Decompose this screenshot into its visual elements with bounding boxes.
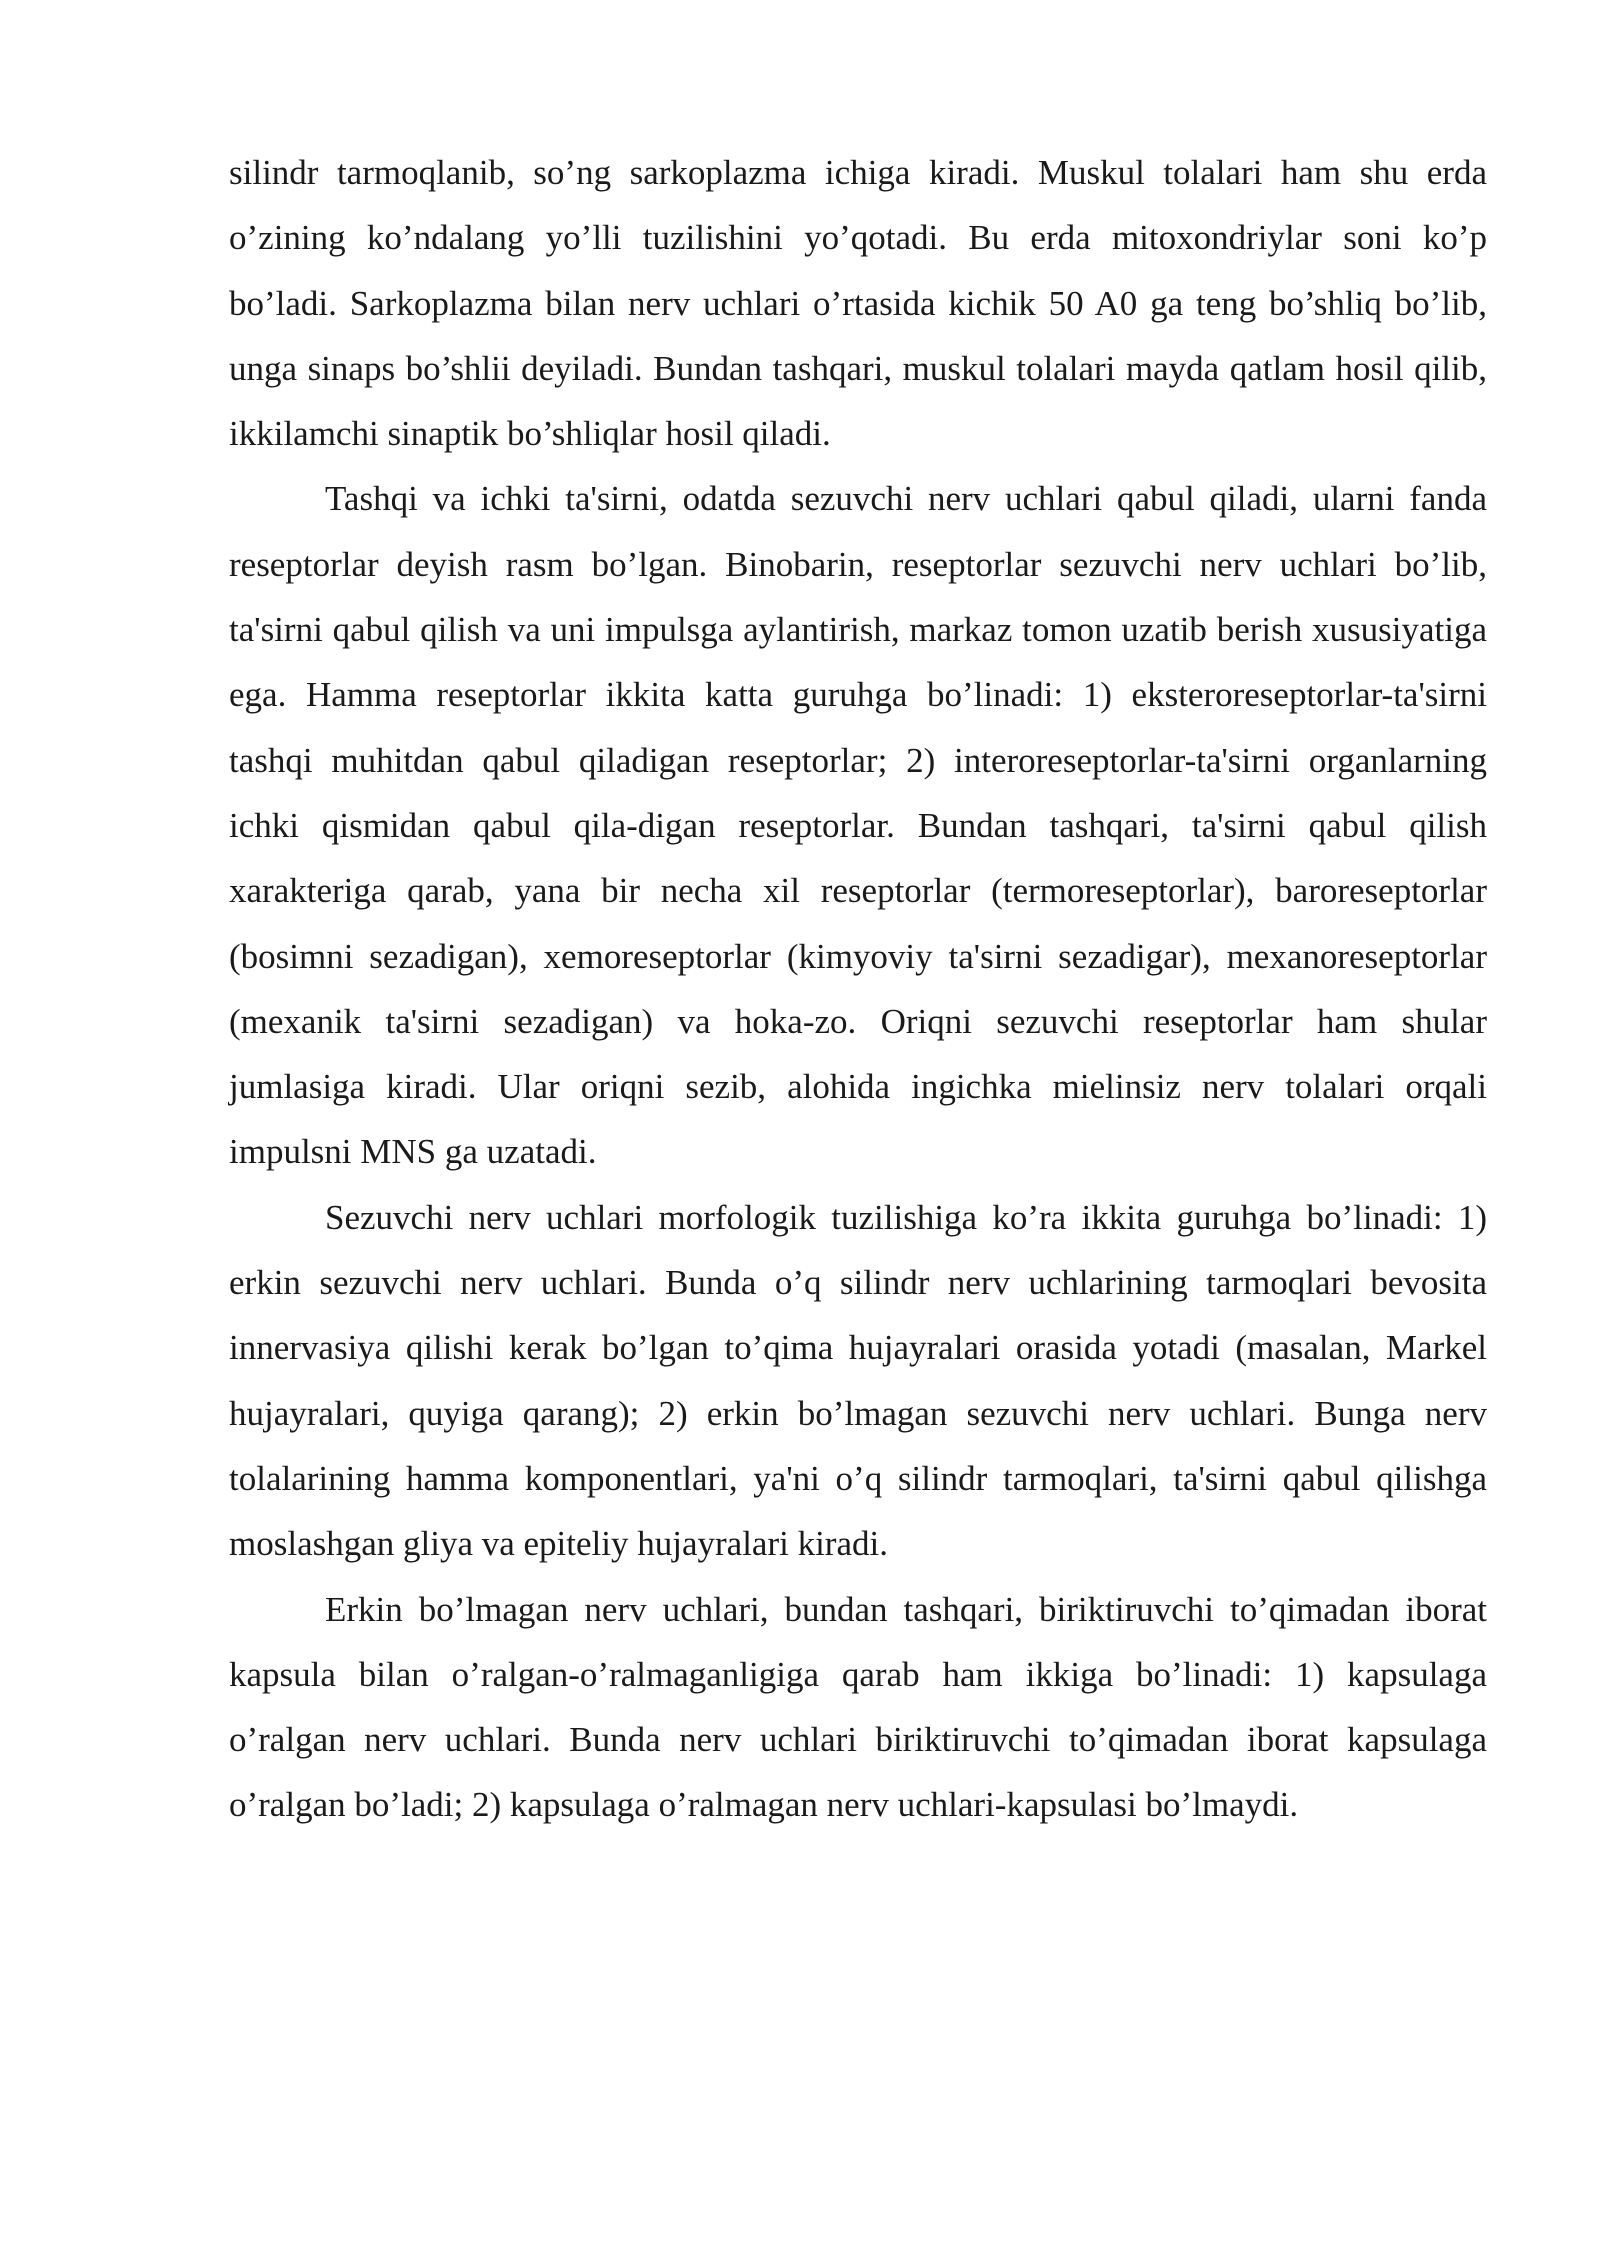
paragraph-encapsulated-endings: Erkin bo’lmagan nerv uchlari, bundan tashqari, biriktiruvchi to’qimadan iborat kapsula bilan o’ralgan-o’ralmaganligiga qarab ham ikkiga bo’linadi: 1) kapsulaga o’ralgan nerv uchlari. Bunda nerv uchlari biriktiruvchi to’qimadan iborat kapsulaga o’ralgan bo’ladi; 2) kapsulaga o’ralmagan nerv uchlari-kapsulasi bo’lmaydi. — [229, 1589, 1487, 1825]
document-body — [229, 140, 1487, 1838]
paragraph-receptors: Tashqi va ichki ta'sirni, odatda sezuvchi nerv uchlari qabul qiladi, ularni fanda reseptorlar deyish rasm bo’lgan. Binobarin, reseptorlar sezuvchi nerv uchlari bo’lib, ta'sirni qabul qilish va uni impulsga aylantirish, markaz tomon uzatib berish xususiyatiga ega. Hamma reseptorlar ikkita katta guruhga bo’linadi: 1) eksteroreseptorlar-ta'sirni tashqi muhitdan qabul qiladigan reseptorlar; 2) interoreseptorlar-ta'sirni organlarning ichki qismidan qabul qila-digan reseptorlar. Bundan tashqari, ta'sirni qabul qilish xarakteriga qarab, yana bir necha xil reseptorlar (termoreseptorlar), baroreseptorlar (bosimni sezadigan), xemoreseptorlar (kimyoviy ta'sirni sezadigar), mexanoreseptorlar (mexanik ta'sirni sezadigan) va hoka-zo. Oriqni sezuvchi reseptorlar ham shular jumlasiga kiradi. Ular oriqni sezib, alohida ingichka mielinsiz nerv tolalari orqali impulsni MNS ga uzatadi. — [229, 479, 1487, 1172]
paragraph-muscle-fibers: silindr tarmoqlanib, so’ng sarkoplazma ichiga kiradi. Muskul tolalari ham shu erda o’zining ko’ndalang yo’lli tuzilishini yo’qotadi. Bu erda mitoxondriylar soni ko’p bo’ladi. Sarkoplazma bilan nerv uchlari o’rtasida kichik 50 A0 ga teng bo’shliq bo’lib, unga sinaps bo’shlii deyiladi. Bundan tashqari, muskul tolalari mayda qatlam hosil qilib, ikkilamchi sinaptik bo’shliqlar hosil qiladi. — [229, 153, 1487, 454]
paragraph-sensory-nerve-endings: Sezuvchi nerv uchlari morfologik tuzilishiga ko’ra ikkita guruhga bo’linadi: 1) erkin sezuvchi nerv uchlari. Bunda o’q silindr nerv uchlarining tarmoqlari bevosita innervasiya qilishi kerak bo’lgan to’qima hujayralari orasida yotadi (masalan, Markel hujayralari, quyiga qarang); 2) erkin bo’lmagan sezuvchi nerv uchlari. Bunga nerv tolalarining hamma komponentlari, ya'ni o’q silindr tarmoqlari, ta'sirni qabul qilishga moslashgan gliya va epiteliy hujayralari kiradi. — [229, 1197, 1487, 1564]
